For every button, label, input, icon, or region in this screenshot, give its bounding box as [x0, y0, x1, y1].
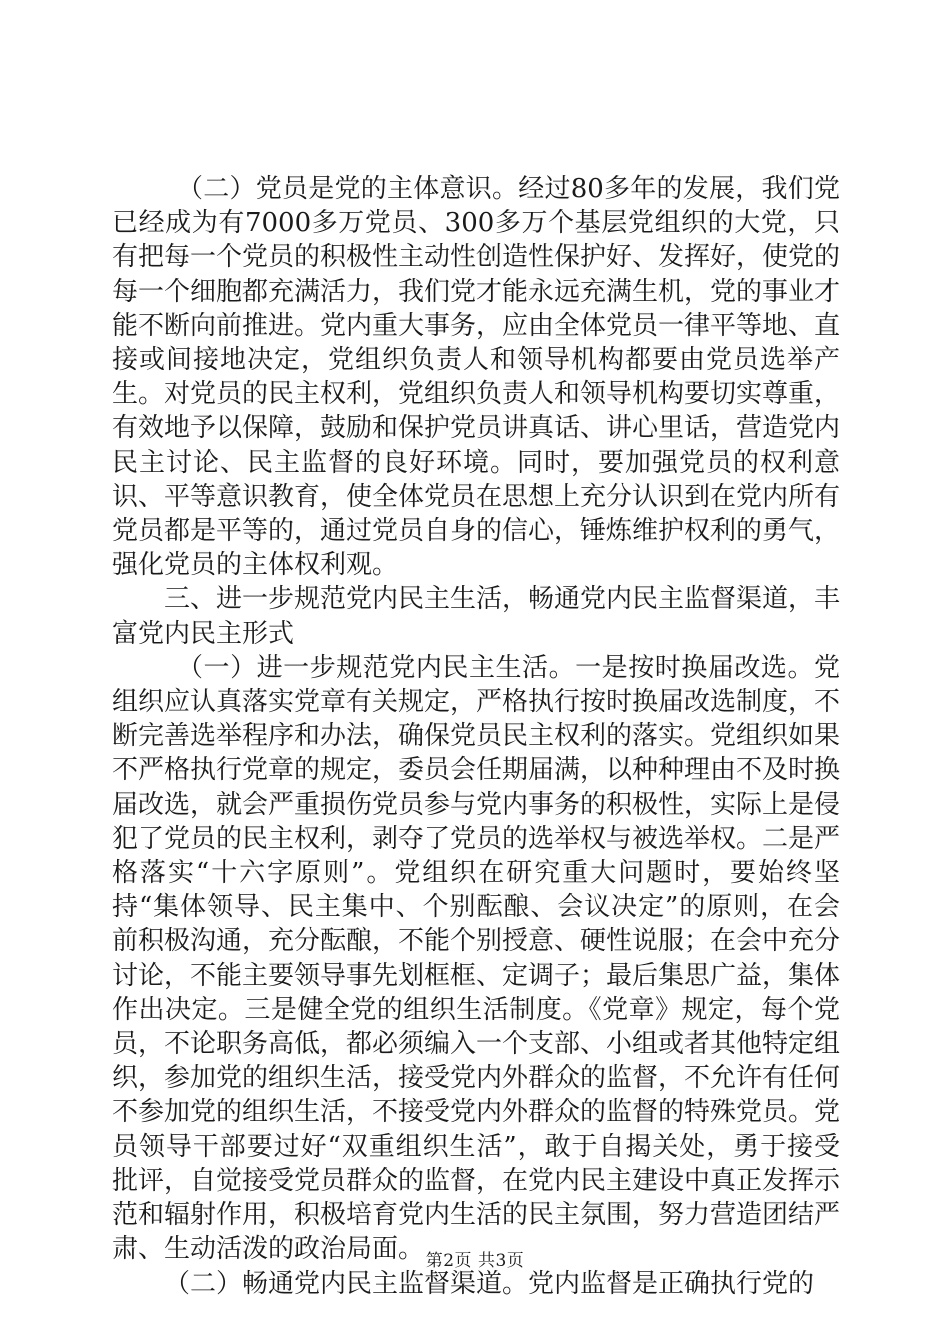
- document-body: [112, 172, 840, 1301]
- page-footer: 第2页 共3页: [425, 1251, 525, 1271]
- section-heading-three: 三、进一步规范党内民主生活，畅通党内民主监督渠道，丰富党内民主形式: [112, 584, 841, 649]
- paragraph-standardize-democratic-life: （一）进一步规范党内民主生活。一是按时换届改选。党组织应认真落实党章有关规定，严格执行按时换届改选制度，不断完善选举程序和办法，确保党员民主权利的落实。党组织如果不严格执行党章的规定，委员会任期届满，以种种理由不及时换届改选，就会严重损伤党员参与党内事务的积极性，实际上是侵犯了党员的民主权利，剥夺了党员的选举权与被选举权。二是严格落实“十六字原则”。党组织在研究重大问题时，要始终坚持“集体领导、民主集中、个别酝酿、会议决定”的原则，在会前积极沟通，充分酝酿，不能个别授意、硬性说服；在会中充分讨论，不能主要领导事先划框框、定调子；最后集思广益，集体作出决定。三是健全党的组织生活制度。《党章》规定，每个党员，不论职务高低，都必须编入一个支部、小组或者其他特定组织，参加党的组织生活，接受党内外群众的监督，不允许有任何不参加党的组织生活，不接受党内外群众的监督的特殊党员。党员领导干部要过好“双重组织生活”，敢于自揭关处，勇于接受批评，自觉接受党员群众的监督，在党内民主建设中真正发挥示范和辐射作用，积极培育党内生活的民主氛围，努力营造团结严肃、生动活泼的政治局面。: [112, 652, 841, 1265]
- paragraph-supervision-channels: （二）畅通党内民主监督渠道。党内监督是正确执行党的: [164, 1268, 815, 1299]
- paragraph-party-member-subject: （二）党员是党的主体意识。经过80多年的发展，我们党已经成为有7000多万党员、300多万个基层党组织的大党，只有把每一个党员的积极性主动性创造性保护好、发挥好，使党的每一个细胞都充满活力，我们党才能永远充满生机，党的事业才能不断向前推进。党内重大事务，应由全体党员一律平等地、直接或间接地决定，党组织负责人和领导机构都要由党员选举产生。对党员的民主权利，党组织负责人和领导机构要切实尊重，有效地予以保障，鼓励和保护党员讲真话、讲心里话，营造党内民主讨论、民主监督的良好环境。同时，要加强党员的权利意识、平等意识教育，使全体党员在思想上充分认识到在党内所有党员都是平等的，通过党员自身的信心，锤炼维护权利的勇气，强化党员的主体权利观。: [112, 174, 841, 581]
